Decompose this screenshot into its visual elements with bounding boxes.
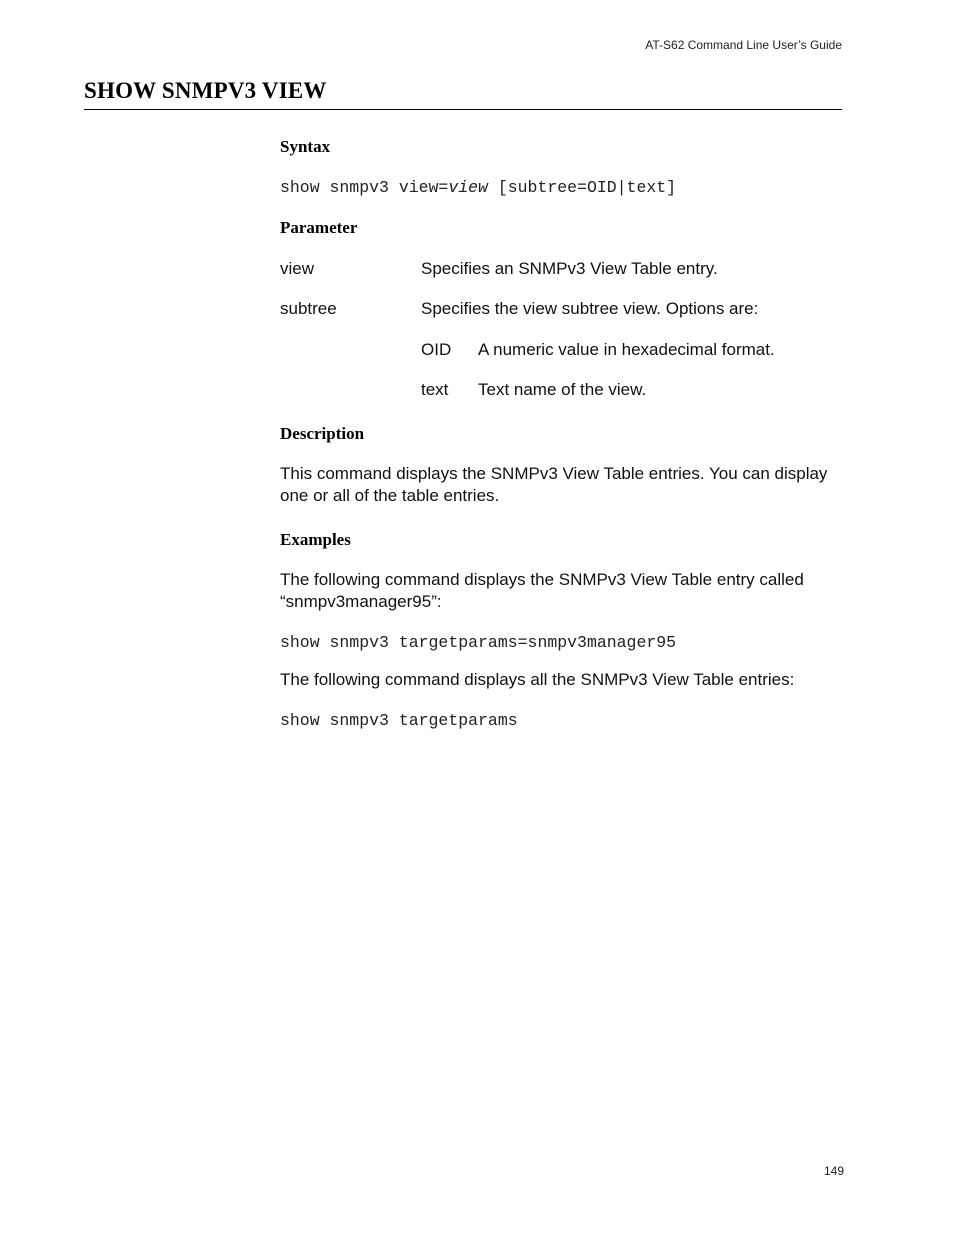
- title-rule: [84, 109, 842, 110]
- option-name-oid: OID: [421, 340, 452, 359]
- examples-heading: Examples: [280, 530, 351, 549]
- example-2-text: The following command displays all the SNMPv3 View Table entries:: [280, 670, 795, 689]
- param-name-view: view: [280, 259, 315, 278]
- param-desc-subtree: Specifies the view subtree view. Options are:: [421, 299, 759, 318]
- syntax-param: view: [448, 178, 488, 197]
- description-text: This command displays the SNMPv3 View Table entries. You can display one or all of the table entries.: [280, 464, 828, 505]
- option-name-text: text: [421, 380, 449, 399]
- page-title: SHOW SNMPV3 VIEW: [84, 78, 327, 103]
- page-number: 149: [824, 1164, 845, 1178]
- example-2-code: show snmpv3 targetparams: [280, 711, 518, 730]
- syntax-code: [280, 178, 676, 197]
- param-name-subtree: subtree: [280, 299, 337, 318]
- syntax-suffix: [subtree=OID|text]: [487, 178, 677, 197]
- syntax-heading: Syntax: [280, 137, 331, 156]
- description-heading: Description: [280, 424, 365, 443]
- example-1-text: The following command displays the SNMPv3 View Table entry called “snmpv3manager95”:: [280, 570, 804, 611]
- syntax-prefix: show snmpv3 view=: [280, 178, 449, 197]
- example-1-code: show snmpv3 targetparams=snmpv3manager95: [280, 633, 677, 652]
- running-header: AT-S62 Command Line User’s Guide: [645, 38, 842, 52]
- option-desc-oid: A numeric value in hexadecimal format.: [478, 340, 775, 359]
- parameter-heading: Parameter: [280, 218, 358, 237]
- param-desc-view: Specifies an SNMPv3 View Table entry.: [421, 259, 718, 278]
- option-desc-text: Text name of the view.: [478, 380, 647, 399]
